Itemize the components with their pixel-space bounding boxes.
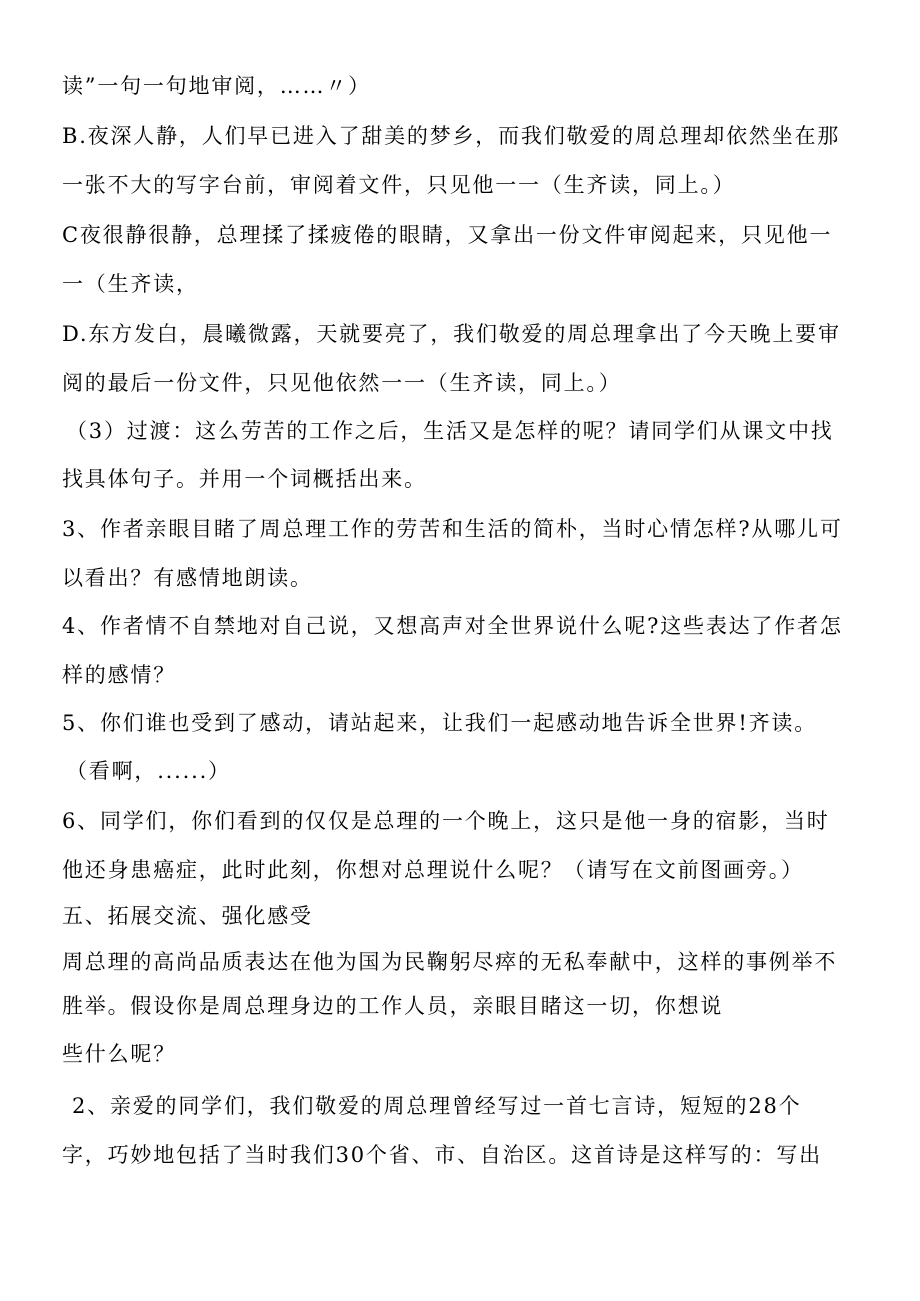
text-line: D.东方发白，晨曦微露，天就要亮了，我们敬爱的周总理拿出了今天晚上要审	[62, 322, 841, 346]
text-line: （3）过渡：这么劳苦的工作之后，生活又是怎样的呢？请同学们从课文中找	[66, 419, 834, 443]
text-line: B.夜深人静，人们早已进入了甜美的梦乡，而我们敬爱的周总理却依然坐在那	[62, 124, 841, 148]
text-line: 读”一句一句地审阅，……〃）	[62, 74, 371, 98]
text-line: 样的感情？	[62, 663, 176, 687]
text-line: 些什么呢？	[62, 1042, 176, 1066]
text-line: 3、作者亲眼目睹了周总理工作的劳苦和生活的简朴，当时心情怎样?从哪儿可	[62, 517, 843, 541]
text-line: 字，巧妙地包括了当时我们30个省、市、自治区。这首诗是这样写的：写出	[62, 1143, 822, 1167]
text-line: 以看出？有感情地朗读。	[62, 566, 313, 590]
text-line: 周总理的高尚品质表达在他为国为民鞠躬尽瘁的无私奉献中，这样的事例举不	[62, 950, 838, 974]
text-line: 4、作者情不自禁地对自己说，又想高声对全世界说什么呢?这些表达了作者怎	[62, 614, 843, 638]
text-line: C夜很静很静，总理揉了揉疲倦的眼睛，又拿出一份文件审阅起来，只见他一	[62, 223, 833, 247]
text-line: 6、同学们，你们看到的仅仅是总理的一个晚上，这只是他一身的宿影，当时	[62, 809, 830, 833]
section-heading: 五、拓展交流、强化感受	[62, 904, 313, 928]
text-line: 胜举。假设你是周总理身边的工作人员，亲眼目睹这一切，你想说	[62, 994, 724, 1018]
text-line: 一张不大的写字台前，审阅着文件，只见他一一（生齐读，同上。）	[62, 173, 736, 197]
text-line: 一（生齐读，	[62, 272, 199, 296]
text-line: 5、你们谁也受到了感动，请站起来，让我们一起感动地告诉全世界!齐读。	[62, 711, 817, 735]
text-line: 他还身患癌症，此时此刻，你想对总理说什么呢？（请写在文前图画旁。）	[62, 858, 804, 882]
text-line: 2、亲爱的同学们，我们敬爱的周总理曾经写过一首七言诗，短短的28个	[72, 1094, 802, 1118]
text-line: 找具体句子。并用一个词概括出来。	[62, 467, 427, 491]
text-line: 阅的最后一份文件，只见他依然一一（生齐读，同上。）	[62, 371, 622, 395]
text-line: （看啊，......）	[66, 759, 231, 783]
